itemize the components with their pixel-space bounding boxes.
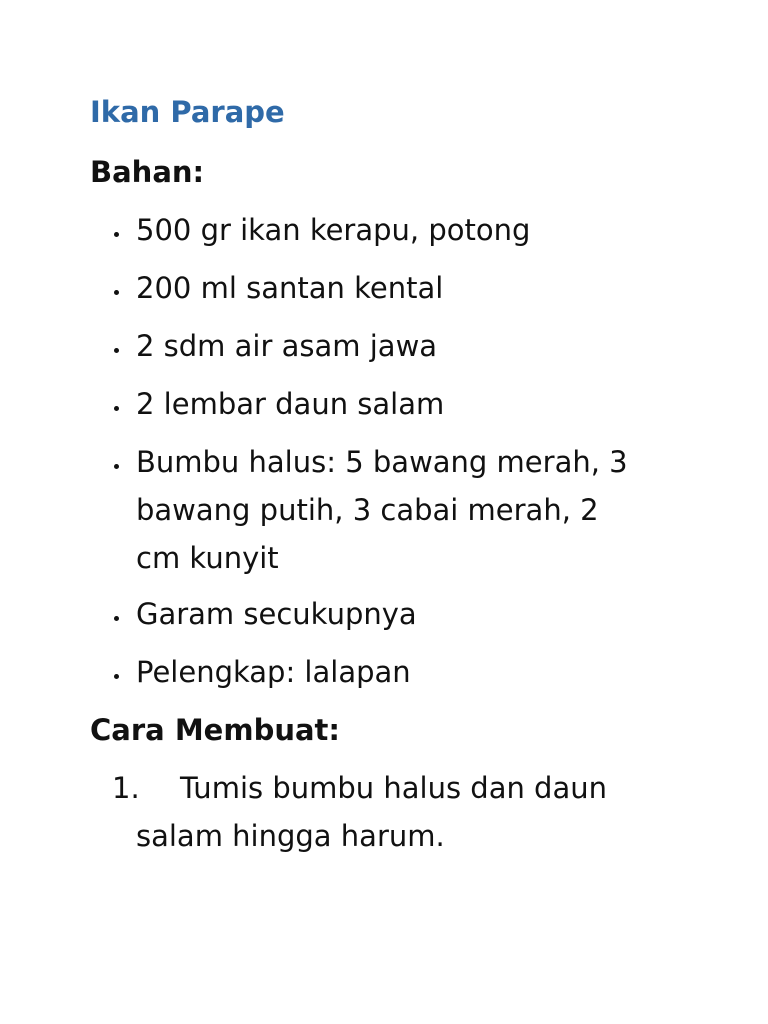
step-number: 1. xyxy=(112,771,140,805)
recipe-title: Ikan Parape xyxy=(90,95,285,129)
ingredient-text: Bumbu halus: 5 bawang merah, 3 bawang putih, 3 cabai merah, 2 cm kunyit xyxy=(136,445,628,575)
step-text: Tumis bumbu halus dan daun salam hingga harum. xyxy=(136,771,607,853)
ingredient-text: 500 gr ikan kerapu, potong xyxy=(136,213,531,247)
ingredient-text: Garam secukupnya xyxy=(136,597,417,631)
ingredient-text: Pelengkap: lalapan xyxy=(136,655,411,689)
ingredient-text: 200 ml santan kental xyxy=(136,271,444,305)
bahan-heading: Bahan: xyxy=(90,155,205,189)
ingredient-text: 2 sdm air asam jawa xyxy=(136,329,438,363)
cara-membuat-heading: Cara Membuat: xyxy=(90,713,340,747)
ingredient-text: 2 lembar daun salam xyxy=(136,387,445,421)
